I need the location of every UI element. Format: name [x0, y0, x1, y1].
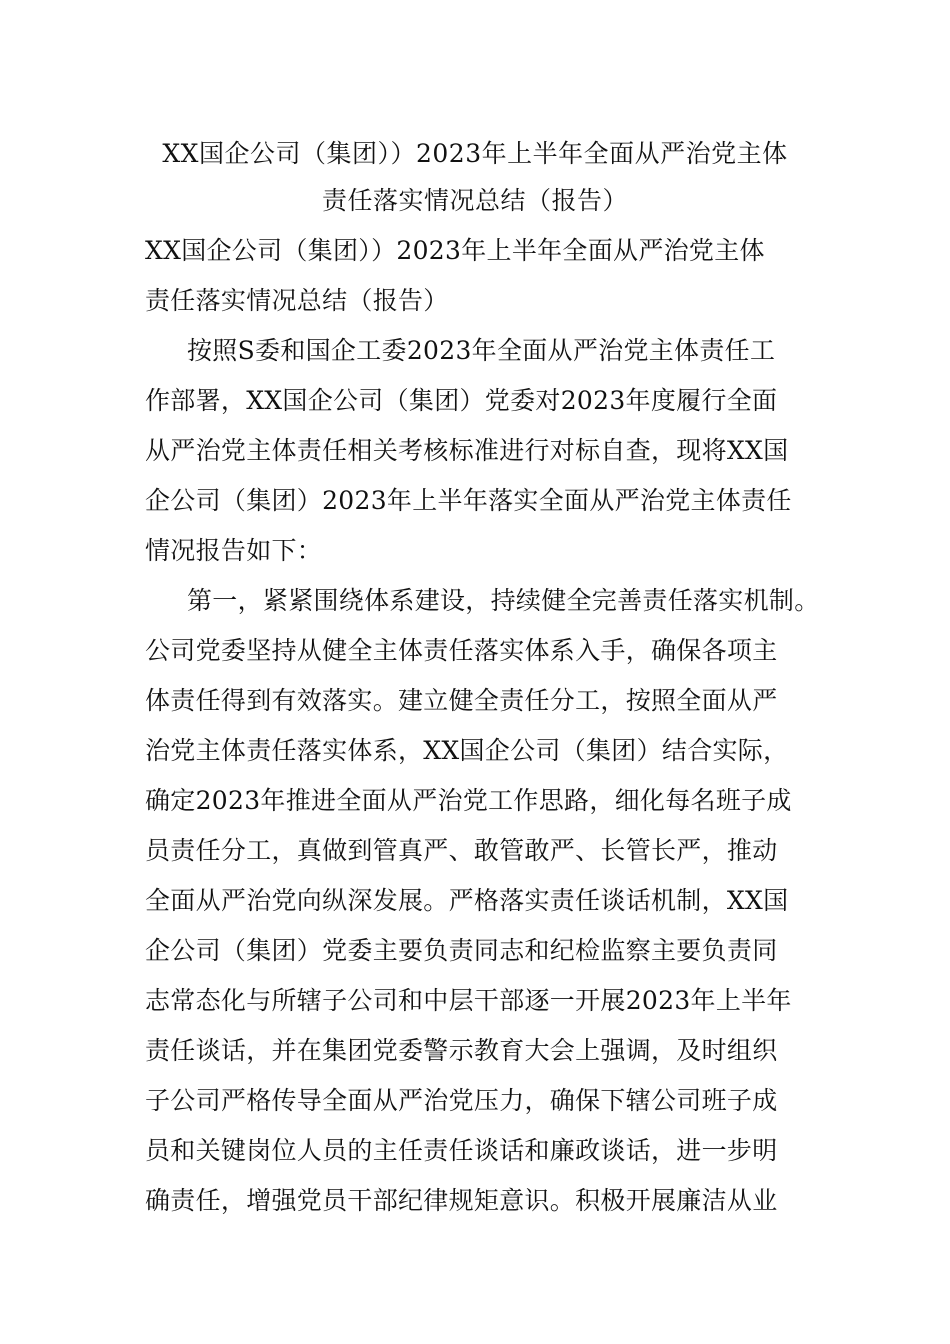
paragraph-2-line-9: 志常态化与所辖子公司和中层干部逐一开展2023年上半年	[145, 986, 792, 1015]
paragraph-2-line-3: 体责任得到有效落实。建立健全责任分工，按照全面从严	[145, 686, 778, 715]
paragraph-2-line-2: 公司党委坚持从健全主体责任落实体系入手，确保各项主	[145, 636, 778, 665]
paragraph-2-line-8: 企公司（集团）党委主要负责同志和纪检监察主要负责同	[145, 936, 778, 965]
repeated-heading-line-1: XX国企公司（集团））2023年上半年全面从严治党主体	[145, 236, 765, 265]
paragraph-2-line-12: 员和关键岗位人员的主任责任谈话和廉政谈话，进一步明	[145, 1136, 778, 1165]
paragraph-1-line-2: 作部署，XX国企公司（集团）党委对2023年度履行全面	[145, 386, 778, 415]
paragraph-1-line-4: 企公司（集团）2023年上半年落实全面从严治党主体责任	[145, 486, 792, 515]
paragraph-2-line-10: 责任谈话，并在集团党委警示教育大会上强调，及时组织	[145, 1036, 778, 1065]
paragraph-2-line-7: 全面从严治党向纵深发展。严格落实责任谈话机制，XX国	[145, 886, 789, 915]
paragraph-1-line-1: 按照S委和国企工委2023年全面从严治党主体责任工	[187, 336, 776, 365]
title-line-2: 责任落实情况总结（报告）	[321, 186, 628, 215]
document-body	[145, 226, 825, 1226]
title-line-1: XX国企公司（集团））2023年上半年全面从严治党主体	[162, 139, 788, 168]
paragraph-2-line-11: 子公司严格传导全面从严治党压力，确保下辖公司班子成	[145, 1086, 778, 1115]
paragraph-2-line-1: 第一，紧紧围绕体系建设，持续健全完善责任落实机制。	[187, 586, 820, 615]
paragraph-2-line-5: 确定2023年推进全面从严治党工作思路，细化每名班子成	[145, 786, 792, 815]
paragraph-1-line-3: 从严治党主体责任相关考核标准进行对标自查，现将XX国	[145, 436, 789, 465]
paragraph-2-line-13: 确责任，增强党员干部纪律规矩意识。积极开展廉洁从业	[145, 1186, 778, 1215]
repeated-heading-line-2: 责任落实情况总结（报告）	[145, 286, 449, 315]
paragraph-1-line-5: 情况报告如下：	[145, 536, 323, 565]
paragraph-2-line-4: 治党主体责任落实体系，XX国企公司（集团）结合实际，	[145, 736, 789, 765]
document-title	[120, 130, 830, 224]
paragraph-2-line-6: 员责任分工，真做到管真严、敢管敢严、长管长严，推动	[145, 836, 778, 865]
